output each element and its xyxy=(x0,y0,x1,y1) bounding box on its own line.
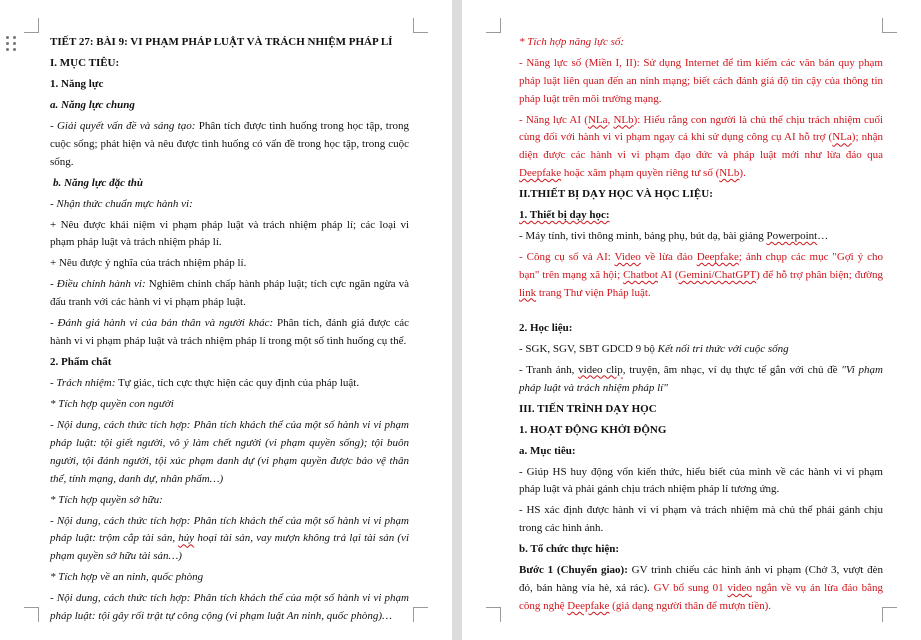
table-move-handle-icon[interactable] xyxy=(6,36,18,52)
page-corner-marker xyxy=(413,18,428,33)
paragraph: - Nhận thức chuẩn mực hành vi: xyxy=(50,197,193,210)
paragraph: - Giải quyết vấn đề và sáng tạo: Phân tích được tình huống trong học tập, trong cuộc sống; phát hiện và nêu được tình huống có vấn đề trong học tập, trong cuộc sống. xyxy=(50,120,409,168)
paragraph: - Máy tính, tivi thông minh, bảng phụ, bút dạ, bài giảng Powerpoint… xyxy=(519,230,829,243)
heading-teaching-devices: 1. Thiết bị dạy học: xyxy=(519,209,610,222)
page-corner-marker xyxy=(882,18,897,33)
document-page-right xyxy=(462,0,921,640)
page-corner-marker xyxy=(486,18,501,33)
paragraph: Bước 1 (Chuyển giao): GV trình chiếu các hình ảnh vi phạm (Chở 3, vượt đèn đỏ, bán hàng vỉa hè, xả rác). GV bổ sung 01 video ngắn về vụ án lừa đảo bằng công nghệ Deepfake (giả dạng người thân để mượn tiền). xyxy=(519,564,884,612)
paragraph: - Nội dung, cách thức tích hợp: Phân tích khách thể của một số hành vi vi phạm pháp luật: trộm cắp tài sản, hủy hoại tài sản, vay mượn không trả lại tài sản (vi phạm quyền sở hữu tài sản…) xyxy=(50,514,409,563)
page-corner-marker xyxy=(486,607,501,622)
heading-warmup-activity: 1. HOẠT ĐỘNG KHỞI ĐỘNG xyxy=(519,423,667,436)
paragraph: - Điều chỉnh hành vi: Nghiêm chỉnh chấp hành pháp luật; tích cực ngăn ngừa và đấu tranh với các hành vi vi phạm pháp luật. xyxy=(50,278,409,309)
page-corner-marker xyxy=(882,607,897,622)
page-left-content[interactable] xyxy=(37,34,409,629)
paragraph: + Nêu được ý nghĩa của trách nhiệm pháp lí. xyxy=(50,257,247,270)
heading-integration: * Tích hợp quyền con người xyxy=(50,398,174,411)
paragraph: - Đánh giá hành vi của bản thân và người khác: Phân tích, đánh giá được các hành vi vi phạm pháp luật và trách nhiệm pháp lí trong một số tình huống cụ thể. xyxy=(50,317,410,348)
page-corner-marker xyxy=(24,18,39,33)
heading-goal: a. Mục tiêu: xyxy=(519,444,576,457)
lesson-title: TIẾT 27: BÀI 9: VI PHẠM PHÁP LUẬT VÀ TRÁCH NHIỆM PHÁP LÍ xyxy=(50,36,393,48)
page-corner-marker xyxy=(413,607,428,622)
paragraph: - Giúp HS huy động vốn kiến thức, hiểu biết của mình về các hành vi vi phạm pháp luật và phải gánh chịu trách nhiệm pháp lí tương ứng. xyxy=(519,465,883,496)
paragraph: - Trách nhiệm: Tự giác, tích cực thực hiện các quy định của pháp luật. xyxy=(50,377,360,390)
heading-materials: 2. Học liệu: xyxy=(519,321,573,334)
heading-specific-competence: b. Năng lực đặc thù xyxy=(53,176,144,189)
page-right-content[interactable] xyxy=(506,34,883,619)
paragraph: - Năng lực AI (NLa, NLb): Hiểu rằng con người là chủ thể chịu trách nhiệm cuối cùng đối với hành vi vi phạm ngay cả khi sử dụng công cụ AI hỗ trợ (NLa); nhận diện được các hành vi vi phạm đạo đức và pháp luật mới như lừa đảo qua Deepfake hoặc xâm phạm quyền riêng tư số (NLb). xyxy=(519,113,884,180)
paragraph: - Tranh ảnh, video clip, truyện, âm nhạc, ví dụ thực tế gắn với chủ đề "Vi phạm pháp luật và trách nhiệm pháp lí" xyxy=(519,363,883,394)
paragraph: - HS xác định được hành vi vi phạm và trách nhiệm mà chủ thể phải gánh chịu trong các hình ảnh. xyxy=(519,504,883,535)
heading-qualities: 2. Phẩm chất xyxy=(50,356,112,369)
blank-line xyxy=(506,306,883,320)
heading-organization: b. Tổ chức thực hiện: xyxy=(519,543,620,556)
heading-equipment: II.THIẾT BỊ DẠY HỌC VÀ HỌC LIỆU: xyxy=(519,188,713,201)
heading-competence: 1. Năng lực xyxy=(50,78,104,90)
paragraph: - Năng lực số (Miền I, II): Sử dụng Internet để tìm kiếm các văn bản quy phạm pháp luật liên quan đến an ninh mạng; biết cách đánh giá độ tin cậy của thông tin pháp luật trên môi trường mạng. xyxy=(519,57,883,105)
document-page-left xyxy=(0,0,452,640)
heading-integration: * Tích hợp về an ninh, quốc phòng xyxy=(50,571,204,584)
heading-digital-integration: * Tích hợp năng lực số: xyxy=(519,36,625,48)
paragraph: - Nội dung, cách thức tích hợp: Phân tích khách thể của một số hành vi vi phạm pháp luật: tội gây rối trật tự công cộng (vi phạm luật An ninh, quốc phòng)… xyxy=(50,592,409,622)
paragraph: - Công cụ số và AI: Video về lừa đảo Deepfake; ảnh chụp các mục "Gợi ý cho bạn" trên mạng xã hội; Chatbot AI (Gemini/ChatGPT) để hỗ trợ phân biện; đường link trang Thư viện Pháp luật. xyxy=(519,251,883,299)
paragraph: - Nội dung, cách thức tích hợp: Phân tích khách thể của một số hành vi vi phạm pháp luật: tội giết người, vô ý làm chết người (vi phạm quyền sống); tội buôn người, tội đánh người, tội xúc phạm danh dự (vi phạm quyền được bảo vệ thân thể, tính mạng, danh dự, nhân phẩm…) xyxy=(50,419,409,485)
heading-integration: * Tích hợp quyền sở hữu: xyxy=(50,493,163,506)
paragraph: - SGK, SGV, SBT GDCD 9 bộ Kết nối tri thức với cuộc sống xyxy=(519,342,789,355)
page-separator xyxy=(452,0,462,640)
heading-teaching-process: III. TIẾN TRÌNH DẠY HỌC xyxy=(519,402,657,415)
heading-general-competence: a. Năng lực chung xyxy=(50,99,135,111)
heading-objectives: I. MỤC TIÊU: xyxy=(50,57,120,69)
paragraph: + Nêu được khái niệm vi phạm pháp luật và trách nhiệm pháp lí; các loại vi phạm pháp luật và trách nhiệm pháp lí. xyxy=(50,218,409,249)
